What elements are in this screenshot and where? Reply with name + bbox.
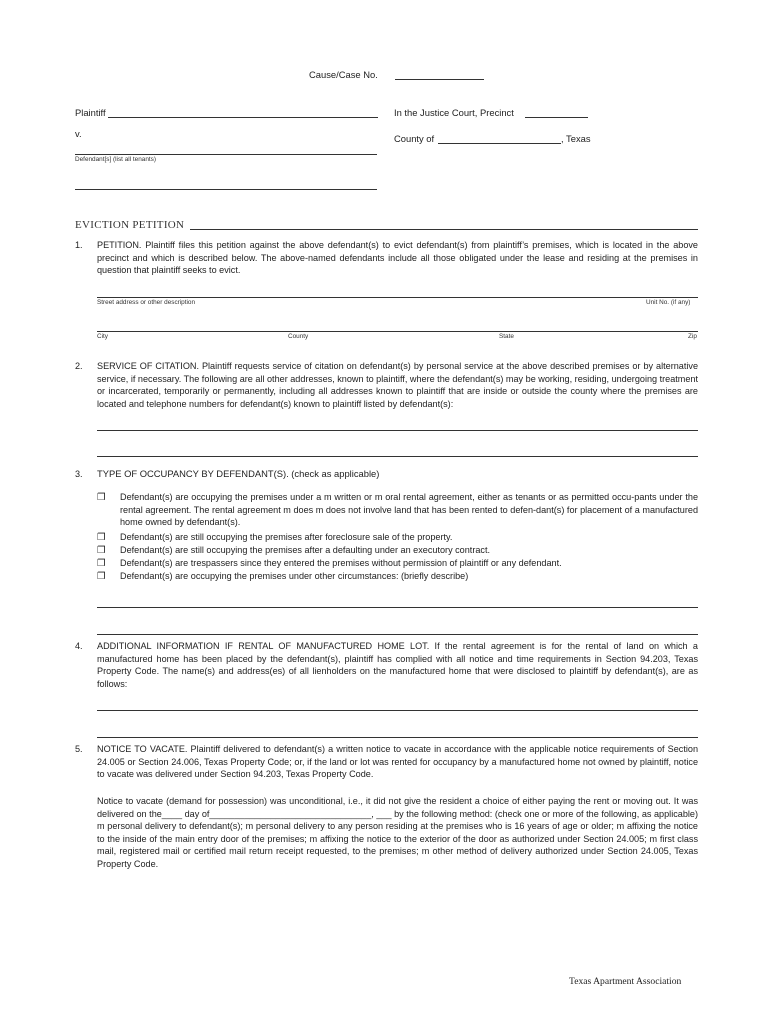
defendants-label: Defendant[s] (list all tenants) (75, 156, 156, 163)
occupancy-option-1: Defendant(s) are occupying the premises under a m written or m oral rental agreement, either as tenants or as permitted occu-pants under the rental agreement. The rental agreement m does m does not involve land that has been rented to defen-dant(s) for placement of a manufactured home owned by defendant(s). (120, 492, 698, 528)
versus-label: v. (75, 128, 82, 139)
county-label: County of (394, 133, 435, 144)
cause-case-label: Cause/Case No. (309, 69, 378, 80)
occupancy-option-5: Defendant(s) are occupying the premises under other circumstances: (briefly describe) (120, 571, 469, 581)
section-4-number: 4. (75, 641, 83, 651)
plaintiff-field[interactable] (108, 117, 378, 118)
city-county-state-zip-field[interactable] (97, 331, 698, 332)
other-addresses-field-2[interactable] (97, 456, 698, 457)
other-circumstances-field-2[interactable] (97, 634, 698, 635)
county-sub-label: County (288, 333, 309, 340)
checkbox-icon[interactable]: ❒ (97, 544, 106, 555)
plaintiff-label: Plaintiff (75, 107, 106, 118)
state-label: State (499, 333, 514, 340)
street-address-label: Street address or other description (97, 299, 196, 306)
zip-label: Zip (688, 333, 697, 340)
section-3-number: 3. (75, 469, 83, 479)
section-5-notice-text: Notice to vacate (demand for possession) was unconditional, i.e., it did not give the resident a choice of either paying the rent or moving out. It was delivered on the____ day of________________________________, ___ by the following method: (check one or more of the following, as applicable) m personal delivery to defendant(s); m personal delivery to any person residing at the premises who is 16 years of age or older; m affixing the notice to the inside of the main entry door of the premises; m affixing the notice to the exterior of the door as authorized under Section 24.005; m first class mail, registered mail or certified mail return receipt requested, to the premises; m other method of delivery authorized under Section 24.005, Texas Property Code. (97, 796, 698, 869)
page-title: EVICTION PETITION (75, 219, 185, 231)
occupancy-option-4: Defendant(s) are trespassers since they entered the premises without permission of plaintiff or any defendant. (120, 558, 562, 568)
unit-no-label: Unit No. (if any) (646, 299, 691, 306)
lienholders-field-2[interactable] (97, 737, 698, 738)
other-addresses-field-1[interactable] (97, 430, 698, 431)
texas-suffix: , Texas (561, 133, 591, 144)
checkbox-icon[interactable]: ❒ (97, 531, 106, 542)
section-5-number: 5. (75, 744, 83, 754)
section-1-text: PETITION. Plaintiff files this petition against the above defendant(s) to evict defendant(s) from plaintiff’s premises, which is located in the above precinct and which is described below. The above-named defendants include all those obligated under the lease and residing at the premises in question that plaintiff seeks to evict. (97, 240, 698, 276)
checkbox-icon[interactable]: ❒ (97, 491, 106, 502)
section-1-number: 1. (75, 240, 83, 250)
checkbox-icon[interactable]: ❒ (97, 557, 106, 568)
footer-association: Texas Apartment Association (569, 976, 682, 987)
checkbox-icon[interactable]: ❒ (97, 570, 106, 581)
title-rule (190, 229, 698, 230)
lienholders-field-1[interactable] (97, 710, 698, 711)
occupancy-option-2: Defendant(s) are still occupying the premises after foreclosure sale of the property. (120, 532, 453, 542)
justice-court-label: In the Justice Court, Precinct (394, 107, 514, 118)
other-circumstances-field-1[interactable] (97, 607, 698, 608)
occupancy-option-3: Defendant(s) are still occupying the premises after a defaulting under an executory contract. (120, 545, 491, 555)
section-4-text: ADDITIONAL INFORMATION IF RENTAL OF MANUFACTURED HOME LOT. If the rental agreement is for the rental of land on which a manufactured home has been placed by the defendant(s), plaintiff has complied with all notice and time requirements in Section 94.203, Texas Property Code. The name(s) and address(es) of all lienholders on the manufactured home that were disclosed to plaintiff by defendant(s), are as follows: (97, 641, 698, 689)
cause-case-field[interactable] (395, 79, 484, 80)
section-3-heading: TYPE OF OCCUPANCY BY DEFENDANT(S). (check as applicable) (97, 468, 380, 479)
section-5-text: NOTICE TO VACATE. Plaintiff delivered to defendant(s) a written notice to vacate in accordance with the applicable notice requirements of Section 24.005 or Section 24.006, Texas Property Code; or, if the land or lot was rented for occupancy by a manufactured home not owned by plaintiff, notice to vacate was delivered under Section 94.203, Texas Property Code. (97, 744, 698, 780)
precinct-field[interactable] (525, 117, 588, 118)
defendants-field-2[interactable] (75, 189, 377, 190)
county-field[interactable] (438, 143, 561, 144)
city-label: City (97, 333, 109, 340)
section-2-text: SERVICE OF CITATION. Plaintiff requests service of citation on defendant(s) by personal service at the above described premises or by alternative service, if necessary. The following are all other addresses, known to plaintiff, where the defendant(s) may be working, residing, undergoing treatment or incarcerated, temporarily or permanently, including all addresses known to plaintiff that are inside or outside the county where the premises are located and telephone numbers for defendant(s) known to plaintiff listed by defendant(s): (97, 361, 699, 409)
defendants-field-1[interactable] (75, 154, 377, 155)
section-2-number: 2. (75, 361, 83, 371)
street-address-field[interactable] (97, 297, 698, 298)
